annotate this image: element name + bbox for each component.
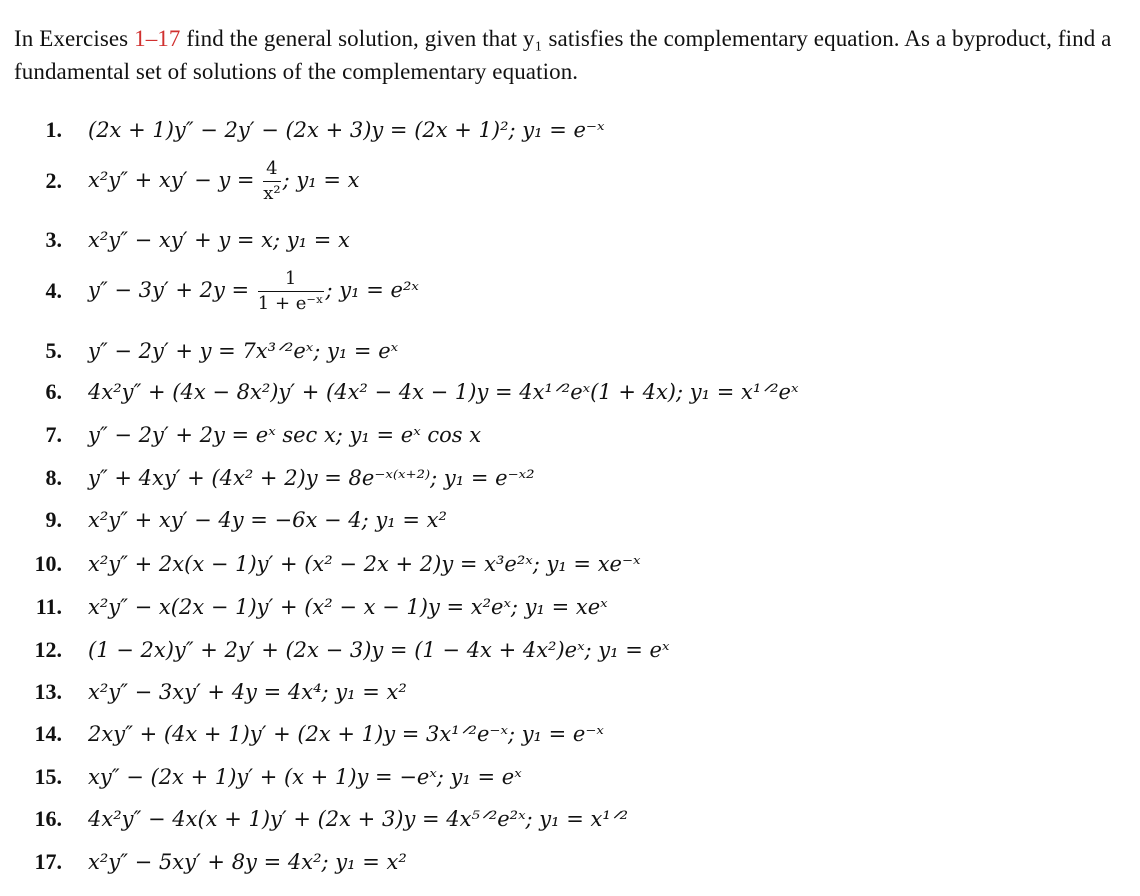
exercise-equation: (1 − 2x)y″ + 2y′ + (2x − 3)y = (1 − 4x + 4x²)eˣ; y₁ = eˣ xyxy=(88,638,670,662)
exercise-number: 5. xyxy=(45,338,62,363)
equation-lhs: y″ − 3y′ + 2y = xyxy=(88,277,256,302)
exercise-number: 14. xyxy=(34,721,62,746)
intro-paragraph xyxy=(14,22,1130,88)
exercise-equation: x²y″ + 2x(x − 1)y′ + (x² − 2x + 2)y = x³e²ˣ; y₁ = xe⁻ˣ xyxy=(88,552,641,576)
exercise-equation: y″ + 4xy′ + (4x² + 2)y = 8e⁻ˣ⁽ˣ⁺²⁾; y₁ = e⁻ˣ² xyxy=(88,466,535,490)
exercise-equation: x²y″ + xy′ − 4y = −6x − 4; y₁ = x² xyxy=(88,508,447,532)
exercise-equation: x²y″ − 5xy′ + 8y = 4x²; y₁ = x² xyxy=(88,850,407,874)
exercise-equation: 2xy″ + (4x + 1)y′ + (2x + 1)y = 3x¹ᐟ²e⁻ˣ; y₁ = e⁻ˣ xyxy=(88,722,604,746)
exercise-equation: x²y″ − x(2x − 1)y′ + (x² − x − 1)y = x²eˣ; y₁ = xeˣ xyxy=(88,595,608,619)
exercise-equation: (2x + 1)y″ − 2y′ − (2x + 3)y = (2x + 1)²; y₁ = e⁻ˣ xyxy=(88,118,605,142)
exercise-number: 2. xyxy=(45,168,62,193)
exercise-number: 6. xyxy=(45,379,62,404)
exercise-equation: x²y″ − xy′ + y = x; y₁ = x xyxy=(88,228,350,252)
fraction-numerator: 4 xyxy=(263,157,280,182)
exercise-number: 12. xyxy=(34,637,62,662)
exercise-number: 13. xyxy=(34,679,62,704)
exercise-equation: y″ − 2y′ + 2y = eˣ sec x; y₁ = eˣ cos x xyxy=(88,423,482,447)
equation-rhs: ; y₁ = e²ˣ xyxy=(325,277,419,302)
fraction-denominator: 1 + e⁻ˣ xyxy=(257,292,324,314)
exercise-number: 8. xyxy=(45,465,62,490)
exercise-equation: x²y″ − 3xy′ + 4y = 4x⁴; y₁ = x² xyxy=(88,680,407,704)
intro-post: find the general solution, given that y₁ satisfies the complementary equation. As a byproduct, find a fundamental set of solutions of the complementary equation. xyxy=(14,26,1112,84)
exercise-equation: 4x²y″ − 4x(x + 1)y′ + (2x + 3)y = 4x⁵ᐟ²e²ˣ; y₁ = x¹ᐟ² xyxy=(88,807,629,831)
exercise-number: 1. xyxy=(45,117,62,142)
exercise-equation: 4x²y″ + (4x − 8x²)y′ + (4x² − 4x − 1)y = 4x¹ᐟ²eˣ(1 + 4x); y₁ = x¹ᐟ²eˣ xyxy=(88,380,799,404)
exercise-number: 9. xyxy=(45,507,62,532)
fraction xyxy=(263,157,280,206)
exercise-number: 16. xyxy=(34,806,62,831)
exercise-equation: xy″ − (2x + 1)y′ + (x + 1)y = −eˣ; y₁ = eˣ xyxy=(88,765,522,789)
equation-rhs: ; y₁ = x xyxy=(282,167,360,192)
intro-pre: In Exercises xyxy=(14,26,135,51)
exercise-equation xyxy=(88,267,419,316)
equation-lhs: x²y″ + xy′ − y = xyxy=(88,167,262,192)
fraction xyxy=(258,267,324,316)
exercise-number: 3. xyxy=(45,227,62,252)
exercise-number: 15. xyxy=(34,764,62,789)
fraction-numerator: 1 xyxy=(258,267,324,292)
exercise-number: 7. xyxy=(45,422,62,447)
exercise-number: 11. xyxy=(35,594,62,619)
exercise-equation xyxy=(88,157,359,206)
fraction-denominator: x² xyxy=(263,182,281,204)
exercise-equation: y″ − 2y′ + y = 7x³ᐟ²eˣ; y₁ = eˣ xyxy=(88,339,399,363)
exercise-number: 10. xyxy=(34,551,62,576)
exercise-range-link[interactable]: 1–17 xyxy=(134,26,181,51)
exercise-number: 17. xyxy=(34,849,62,874)
exercise-number: 4. xyxy=(45,278,62,303)
